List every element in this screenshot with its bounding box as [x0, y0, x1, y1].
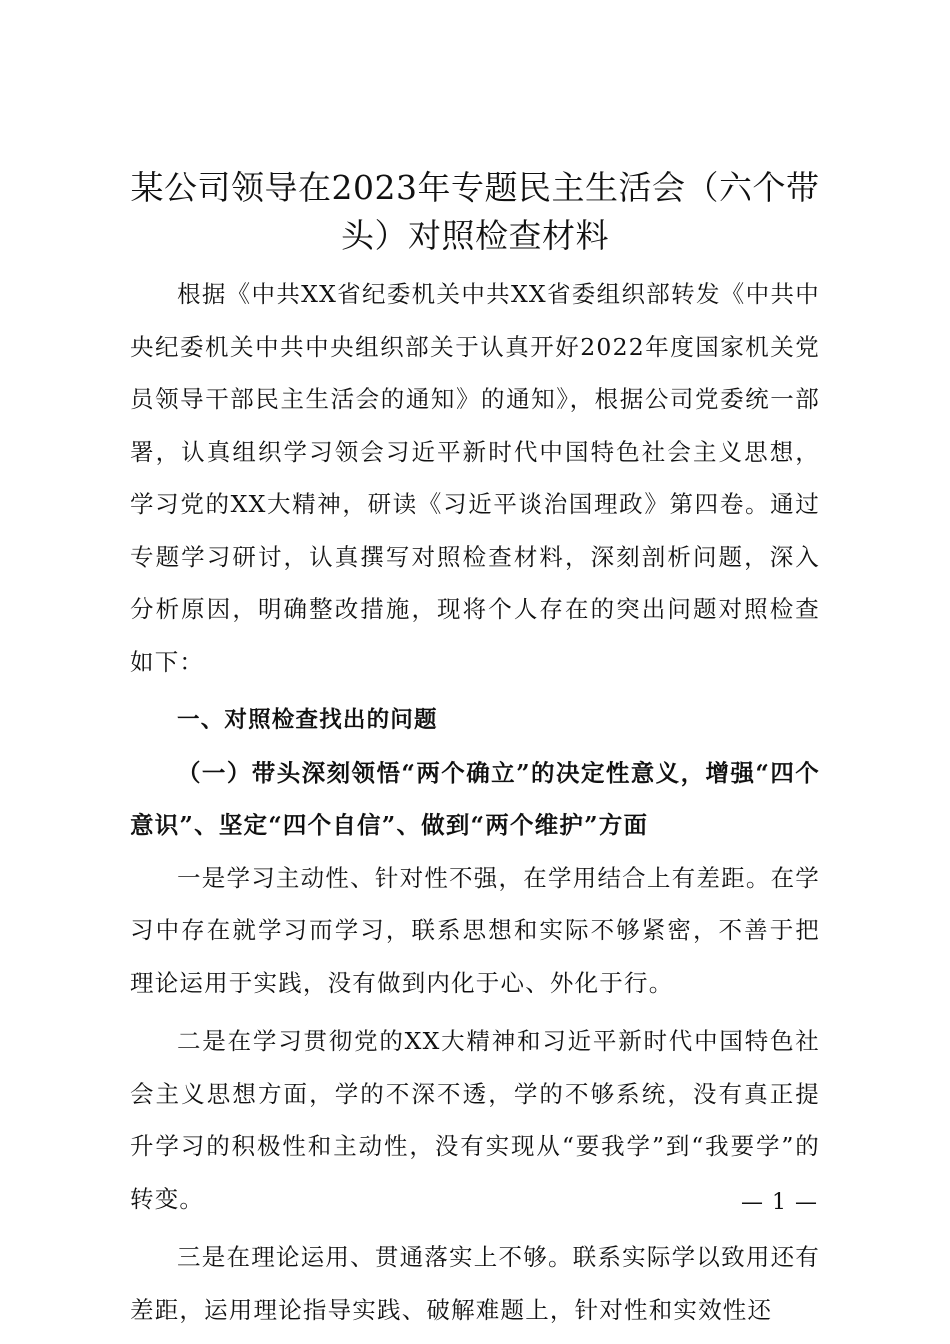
- intro-paragraph: 根据《中共XX省纪委机关中共XX省委组织部转发《中共中央纪委机关中共中央组织部关于认真开好2022年度国家机关党员领导干部民主生活会的通知》的通知》，根据公司党委统一部署，认真组织学习领会习近平新时代中国特色社会主义思想，学习党的XX大精神，研读《习近平谈治国理政》第四卷。通过专题学习研讨，认真撰写对照检查材料，深刻剖析问题，深入分析原因，明确整改措施，现将个人存在的突出问题对照检查如下：: [130, 280, 820, 676]
- section-heading-1: 一、对照检查找出的问题: [177, 707, 438, 733]
- document-body: [130, 268, 820, 1336]
- page-number: — 1 —: [741, 1190, 818, 1215]
- point-paragraph-3: 三是在理论运用、贯通落实上不够。联系实际学以致用还有差距，运用理论指导实践、破解难题上，针对性和实效性还: [130, 1243, 820, 1324]
- point-paragraph-2: 二是在学习贯彻党的XX大精神和习近平新时代中国特色社会主义思想方面，学的不深不透，学的不够系统，没有真正提升学习的积极性和主动性，没有实现从“要我学”到“我要学”的转变。: [130, 1027, 820, 1213]
- point-paragraph-1: 一是学习主动性、针对性不强，在学用结合上有差距。在学习中存在就学习而学习，联系思想和实际不够紧密，不善于把理论运用于实践，没有做到内化于心、外化于行。: [130, 863, 820, 997]
- subsection-heading-1: （一）带头深刻领悟“两个确立”的决定性意义，增强“四个意识”、坚定“四个自信”、做到“两个维护”方面: [130, 758, 820, 839]
- document-title: 某公司领导在2023年专题民主生活会（六个带头）对照检查材料: [130, 168, 820, 255]
